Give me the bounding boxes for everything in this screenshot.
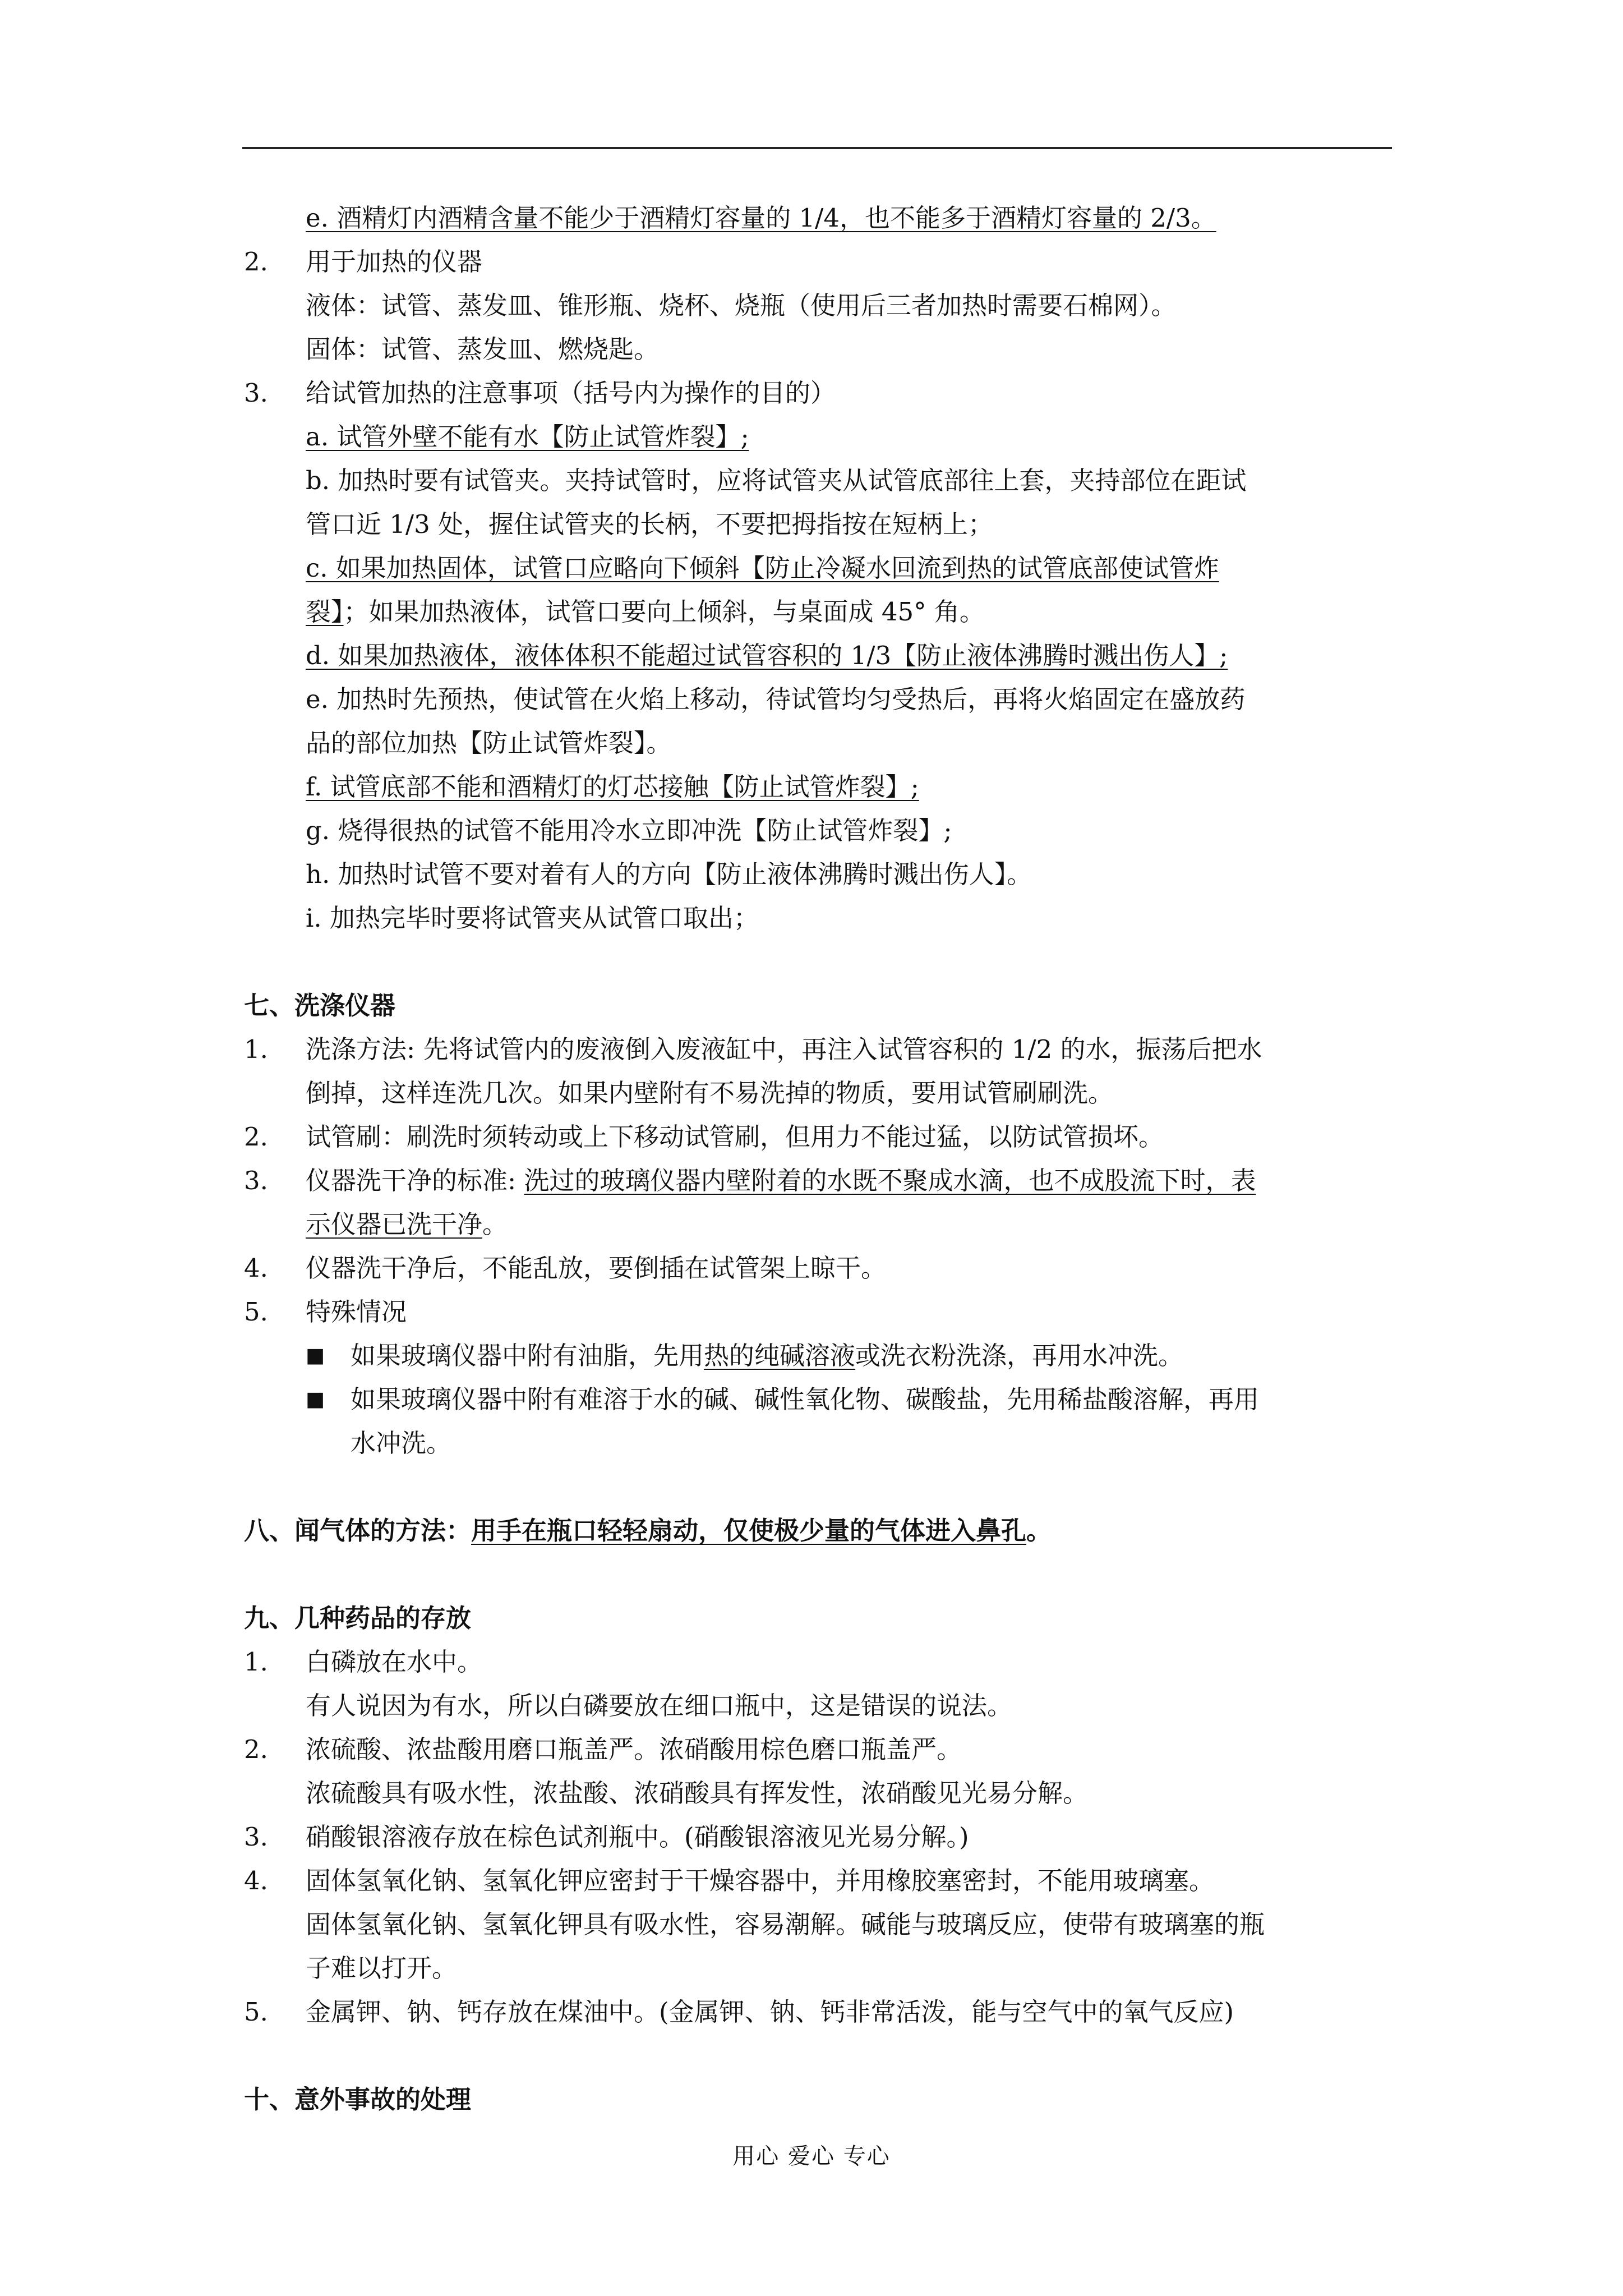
list-item-2: 2. 用于加热的仪器 [244,240,1394,284]
header-rule [242,147,1392,149]
precaution-b-line1: b. 加热时要有试管夹。夹持试管时，应将试管夹从试管底部往上套，夹持部位在距试 [306,466,1247,495]
heating-rule-e-alcohol: e. 酒精灯内酒精含量不能少于酒精灯容量的 1/4，也不能多于酒精灯容量的 2/3。 [306,203,1216,233]
section-9-heading: 九、几种药品的存放 [244,1603,472,1633]
list-item-9-2-note: 浓硫酸具有吸水性，浓盐酸、浓硝酸具有挥发性，浓硝酸见光易分解。 [306,1778,1089,1808]
item-number: 2. [244,1122,268,1152]
item-number: 2. [244,1734,268,1764]
list-item-7-3-cont: 示仪器已洗干净。 [306,1209,508,1239]
precaution-c-line1: c. 如果加热固体，试管口应略向下倾斜【防止冷凝水回流到热的试管底部使试管炸 [306,553,1219,583]
bullet-grease: ■ 如果玻璃仪器中附有油脂，先用热的纯碱溶液或洗衣粉洗涤，再用水冲洗。 [244,1334,1394,1378]
document-body [244,196,1394,2122]
list-item-7-4: 4. 仪器洗干净后，不能乱放，要倒插在试管架上晾干。 [244,1246,1394,1290]
precaution-i: i. 加热完毕时要将试管夹从试管口取出； [306,903,759,933]
list-item-9-4-note2: 子难以打开。 [306,1953,458,1983]
item-number: 1. [244,1034,268,1064]
square-bullet-icon: ■ [306,1344,325,1367]
precaution-a: a. 试管外壁不能有水【防止试管炸裂】; [306,422,749,452]
list-item-9-4: 4. 固体氢氧化钠、氢氧化钾应密封于干燥容器中，并用橡胶塞密封，不能用玻璃塞。 [244,1859,1394,1903]
item-number: 4. [244,1866,268,1895]
precaution-g: g. 烧得很热的试管不能用冷水立即冲洗【防止试管炸裂】; [306,816,952,845]
item-number: 2. [244,247,268,277]
precaution-d: d. 如果加热液体，液体体积不能超过试管容积的 1/3【防止液体沸腾时溅出伤人】; [306,641,1228,670]
precaution-h: h. 加热时试管不要对着有人的方向【防止液体沸腾时溅出伤人】。 [306,859,1032,889]
list-item-7-5: 5. 特殊情况 [244,1290,1394,1334]
list-item-7-1-cont: 倒掉，这样连洗几次。如果内壁附有不易洗掉的物质，要用试管刷刷洗。 [306,1078,1114,1108]
item-number: 3. [244,1166,268,1195]
list-item-7-1: 1. 洗涤方法: 先将试管内的废液倒入废液缸中，再注入试管容积的 1/2 的水，振荡后把水 [244,1028,1394,1071]
bullet-insoluble-cont: 水冲洗。 [351,1428,452,1458]
list-item-9-1: 1. 白磷放在水中。 [244,1640,1394,1684]
item-number: 3. [244,378,268,408]
section-8-heading: 八、闻气体的方法：用手在瓶口轻轻扇动，仅使极少量的气体进入鼻孔。 [244,1516,1052,1545]
precaution-e-line1: e. 加热时先预热，使试管在火焰上移动，待试管均匀受热后，再将火焰固定在盛放药 [306,684,1246,714]
heating-solid-line: 固体：试管、蒸发皿、燃烧匙。 [306,334,660,364]
item-number: 5. [244,1997,268,2027]
precaution-b-line2: 管口近 1/3 处，握住试管夹的长柄，不要把拇指按在短柄上； [306,509,994,539]
list-item-9-1-note: 有人说因为有水，所以白磷要放在细口瓶中，这是错误的说法。 [306,1691,1013,1720]
square-bullet-icon: ■ [306,1388,325,1411]
item-number: 3. [244,1822,268,1852]
list-item-9-3: 3. 硝酸银溶液存放在棕色试剂瓶中。(硝酸银溶液见光易分解。) [244,1815,1394,1859]
page-footer: 用心 爱心 专心 [732,2143,891,2169]
bullet-insoluble: ■ 如果玻璃仪器中附有难溶于水的碱、碱性氧化物、碳酸盐，先用稀盐酸溶解，再用 [244,1378,1394,1421]
list-item-7-2: 2. 试管刷：刷洗时须转动或上下移动试管刷，但用力不能过猛，以防试管损坏。 [244,1115,1394,1159]
precaution-f: f. 试管底部不能和酒精灯的灯芯接触【防止试管炸裂】; [306,772,919,802]
list-item-9-2: 2. 浓硫酸、浓盐酸用磨口瓶盖严。浓硝酸用棕色磨口瓶盖严。 [244,1728,1394,1772]
list-item-9-5: 5. 金属钾、钠、钙存放在煤油中。(金属钾、钠、钙非常活泼，能与空气中的氧气反应) [244,1990,1394,2034]
item-number: 5. [244,1297,268,1327]
precaution-c-line2: 裂】；如果加热液体，试管口要向上倾斜，与桌面成 45° 角。 [306,597,985,627]
section-7-heading: 七、洗涤仪器 [244,991,396,1020]
item-number: 4. [244,1253,268,1283]
precaution-e-line2: 品的部位加热【防止试管炸裂】。 [306,728,672,758]
item-number: 1. [244,1647,268,1677]
section-10-heading: 十、意外事故的处理 [244,2085,472,2114]
list-item-3: 3. 给试管加热的注意事项（括号内为操作的目的） [244,371,1394,415]
heating-liquid-line: 液体：试管、蒸发皿、锥形瓶、烧杯、烧瓶（使用后三者加热时需要石棉网）。 [306,291,1177,320]
list-item-9-4-note1: 固体氢氧化钠、氢氧化钾具有吸水性，容易潮解。碱能与玻璃反应，使带有玻璃塞的瓶 [306,1910,1265,1939]
list-item-7-3: 3. 仪器洗干净的标准: 洗过的玻璃仪器内壁附着的水既不聚成水滴，也不成股流下时，表 [244,1159,1394,1203]
